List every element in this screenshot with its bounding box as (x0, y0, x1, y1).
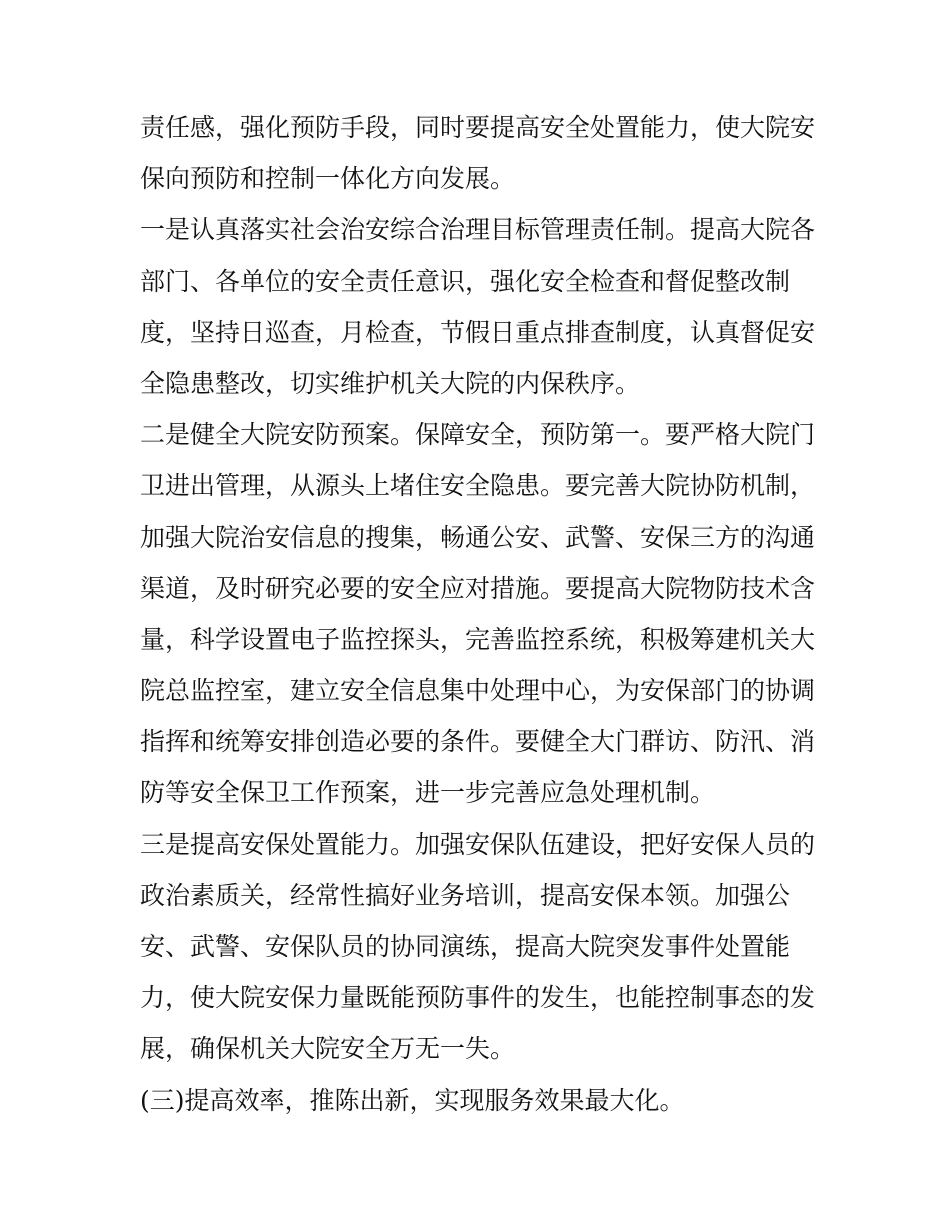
text-line: 三是提高安保处置能力。加强安保队伍建设，把好安保人员的 (140, 829, 816, 859)
text-line: 全隐患整改，切实维护机关大院的内保秩序。 (140, 368, 641, 398)
text-line: 渠道，及时研究必要的安全应对措施。要提高大院物防技术含 (140, 573, 816, 603)
text-line: 二是健全大院安防预案。保障安全，预防第一。要严格大院门 (140, 420, 816, 450)
text-line: 加强大院治安信息的搜集，畅通公安、武警、安保三方的沟通 (140, 522, 816, 552)
text-line: 保向预防和控制一体化方向发展。 (140, 164, 516, 194)
text-line: 度，坚持日巡查，月检查，节假日重点排查制度，认真督促安 (140, 317, 816, 347)
text-line: 力，使大院安保力量既能预防事件的发生，也能控制事态的发 (140, 983, 816, 1013)
text-line: 政治素质关，经常性搞好业务培训，提高安保本领。加强公 (140, 880, 791, 910)
text-line: 院总监控室，建立安全信息集中处理中心，为安保部门的协调 (140, 676, 816, 706)
section-heading: (三)提高效率，推陈出新，实现服务效果最大化。 (140, 1085, 685, 1115)
text-line: 责任感，强化预防手段，同时要提高安全处置能力，使大院安 (140, 113, 816, 142)
text-line: 安、武警、安保队员的协同演练，提高大院突发事件处置能 (140, 932, 791, 961)
text-line: 指挥和统筹安排创造必要的条件。要健全大门群访、防汛、消 (140, 727, 816, 757)
text-line: 一是认真落实社会治安综合治理目标管理责任制。提高大院各 (140, 215, 816, 245)
text-line: 卫进出管理，从源头上堵住安全隐患。要完善大院协防机制， (140, 471, 816, 501)
text-line: 部门、各单位的安全责任意识，强化安全检查和督促整改制 (140, 266, 791, 296)
text-line: 量，科学设置电子监控探头，完善监控系统，积极筹建机关大 (140, 624, 816, 654)
text-line: 展，确保机关大院安全万无一失。 (140, 1034, 516, 1064)
text-line: 防等安全保卫工作预案，进一步完善应急处理机制。 (140, 778, 716, 808)
body-text (140, 102, 820, 1126)
